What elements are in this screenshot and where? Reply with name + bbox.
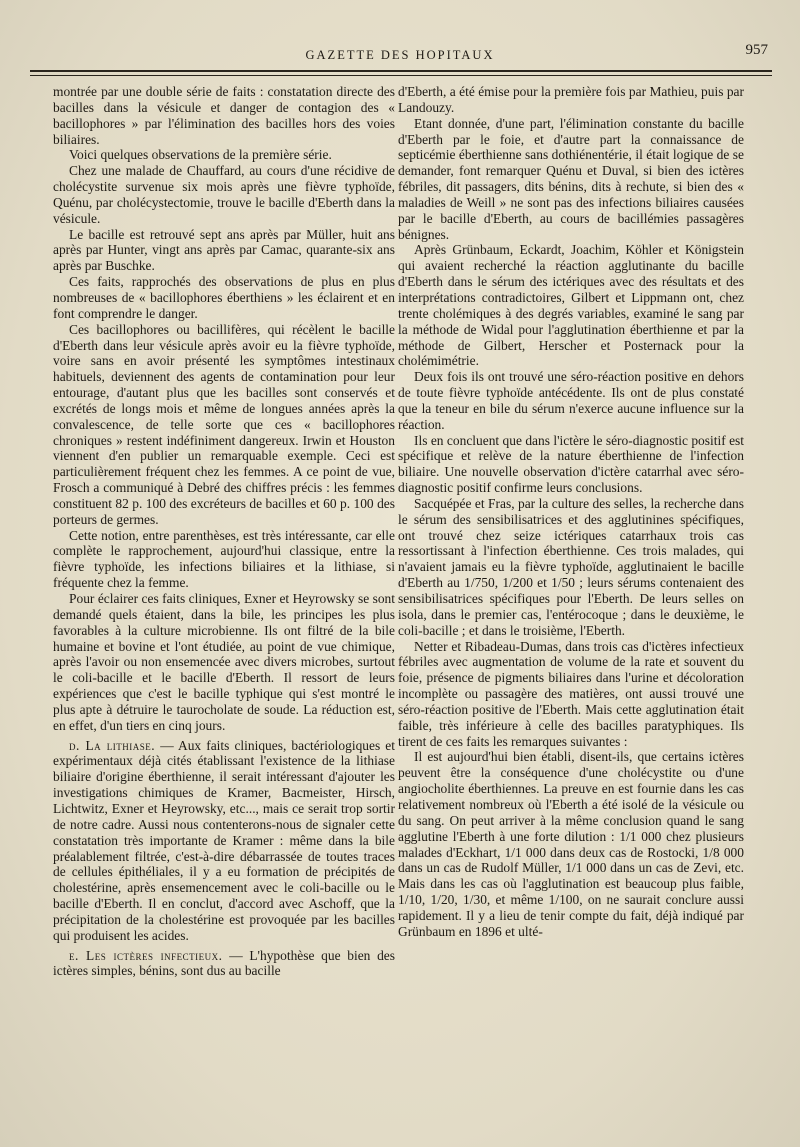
- paragraph: Netter et Ribadeau-Dumas, dans trois cas d'ictères infectieux fébriles avec augmentation de volume de la rate et souvent du foie, présence de pigments biliaires dans l'urine et décoloration incomplète ou passagère des matières, ont aussi trouvé une séro-réaction positive de l'Eberth. Mais cette agglutination était faible, très inférieure à celle des bacilles paratyphiques. Ils tirent de ces faits les remarques suivantes :: [398, 638, 744, 749]
- paragraph: Ces bacillophores ou bacillifères, qui récèlent le bacille d'Eberth dans leur vésicule après avoir eu la fièvre typhoïde, voire sans en avoir présenté les symptômes intestinaux habituels, deviennent des agents de contamination pour leur entourage, d'autant plus que les bacilles sont conservés et excrétés de longs mois et même de longues années après la convalescence, de telle sorte que ces « bacillophores chroniques » restent indéfiniment dangereux. Irwin et Houston viennent d'en publier un remarquable exemple. Ceci est particulièrement fréquent chez les femmes. A ce point de vue, Frosch a communiqué à Debré des chiffres précis : les femmes constituent 82 p. 100 des excréteurs de bacilles et 60 p. 100 des porteurs de germes.: [53, 321, 395, 527]
- section-d: [53, 738, 395, 944]
- paragraph: Il est aujourd'hui bien établi, disent-ils, que certains ictères peuvent être la conséquence d'une cholécystite ou d'une angiocholite éberthiennes. La preuve en est fournie dans les cas relativement nombreux où l'Eberth a été isolé de la vésicule ou du sang. On peut arriver à la même conclusion quand le sang agglutine l'Eberth à une forte dilution : 1/1 000 chez plusieurs malades d'Eckhart, 1/1 000 dans deux cas de Rostocki, 1/8 000 dans un cas de Rudolf Müller, 1/1 000 dans un cas de Zevi, etc. Mais dans les cas où l'agglutination est beaucoup plus faible, 1/10, 1/20, 1/30, et même 1/100, on ne saurait conclure aussi rapidement. Il y a lieu de tenir compte du fait, déjà indiqué par Grünbaum en 1896 et ulté-: [398, 749, 744, 939]
- paragraph: Le bacille est retrouvé sept ans après par Müller, huit ans après par Hunter, vingt ans après par Camac, quarante-six ans après par Buschke.: [53, 226, 395, 274]
- paragraph: montrée par une double série de faits : constatation directe des bacilles dans la vésicule et danger de contagion des « bacillophores » par l'élimination des bacilles hors des voies biliaires.: [53, 84, 395, 147]
- page-number: 957: [745, 42, 768, 58]
- section-d-text: — Aux faits cliniques, bactériologiques et expérimentaux déjà cités établissant l'existence de la lithiase biliaire d'origine éberthienne, il serait intéressant d'ajouter les investigations chimiques de Kramer, Bacmeister, Hirsch, Lichtwitz, Exner et Heyrowsky, etc..., mais ce serait trop sortir de notre cadre. Aussi nous contenterons-nous de signaler cette constatation très importante de Kramer : même dans la bile préalablement filtrée, c'est-à-dire débarrassée de toutes traces de cellules épithéliales, il y a eu formation de précipités de cholestérine, après ensemencement avec le coli-bacille ou le bacille d'Eberth. Il en conclut, d'accord avec Aschoff, que la précipitation de la cholestérine est provoquée par les bacilles qui produisent les acides.: [53, 737, 396, 943]
- paragraph: Chez une malade de Chauffard, au cours d'une récidive de cholécystite survenue six mois après une fièvre typhoïde, Quénu, par cholécystectomie, trouve le bacille d'Eberth dans la vésicule.: [53, 163, 395, 226]
- paragraph: Sacquépée et Fras, par la culture des selles, la recherche dans le sérum des sensibilisatrices et des agglutinines spécifiques, ont trouvé chez seize ictériques catarrhaux trois cas ressortissant à l'infection éberthienne. Ces trois malades, qui n'avaient jamais eu la fièvre typhoïde, agglutinaient le bacille d'Eberth au 1/750, 1/200 et 1/50 ; leurs sérums contenaient des sensibilisatrices spécifiques pour l'Eberth. De leurs selles on isola, dans le premier cas, l'entérocoque ; dans le deuxième, le coli-bacille ; et dans le troisième, l'Eberth.: [398, 495, 744, 638]
- paragraph: d'Eberth, a été émise pour la première fois par Mathieu, puis par Landouzy.: [398, 84, 744, 115]
- running-title: GAZETTE DES HOPITAUX: [305, 48, 495, 62]
- section-e-text: — L'hypothèse que bien des ictères simples, bénins, sont dus au bacille: [53, 947, 395, 979]
- page-header: [28, 42, 772, 68]
- paragraph: Voici quelques observations de la première série.: [69, 147, 332, 163]
- paragraph: Ils en concluent que dans l'ictère le séro-diagnostic positif est spécifique et relève de la nature éberthienne de l'infection biliaire. Une nouvelle observation d'ictère catarrhal avec séro-diagnostic positif confirme leurs conclusions.: [398, 432, 744, 496]
- left-column: [53, 84, 395, 979]
- paragraph: Deux fois ils ont trouvé une séro-réaction positive en dehors de toute fièvre typhoïde antécédente. Ils ont de plus constaté que la teneur en bile du sérum n'exerce aucune influence sur la réaction.: [398, 369, 744, 432]
- paragraph: Etant donnée, d'une part, l'élimination constante du bacille d'Eberth par le foie, et d'autre part la connaissance de septicémie éberthienne sans dothiénentérie, il était logique de se demander, font remarquer Quénu et Duval, si bien des ictères fébriles, dit passagers, dits bénins, dits à rechute, si bien des « maladies de Weill » ne sont pas des infections biliaires causées par le bacille d'Eberth, au cours de bacillémies passagères bénignes.: [398, 115, 744, 242]
- section-e-label: e. Les ictères infectieux.: [69, 947, 223, 963]
- section-d-label: d. La lithiase.: [69, 737, 156, 753]
- header-rule: [30, 70, 772, 76]
- right-column: [398, 84, 744, 940]
- paragraph: Ces faits, rapprochés des observations de plus en plus nombreuses de « bacillophores éberthiens » les éclairent et en font comprendre le danger.: [53, 274, 395, 321]
- paragraph: Cette notion, entre parenthèses, est très intéressante, car elle complète le rapprochement, aujourd'hui classique, entre la fièvre typhoïde, les infections biliaires et la lithiase, si fréquente chez la femme.: [53, 527, 395, 591]
- paragraph: Après Grünbaum, Eckardt, Joachim, Köhler et Königstein qui avaient recherché la réaction agglutinante du bacille d'Eberth dans le sérum des ictériques avec des résultats et des interprétations contradictoires, Gilbert et Lippmann ont, chez trente cholémiques à des degrés variables, examiné le sang par la méthode de Widal pour l'agglutination éberthienne et par la méthode de Gilbert, Herscher et Posternack pour la cholémimétrie.: [398, 242, 744, 369]
- section-e: [53, 948, 395, 980]
- paragraph: Pour éclairer ces faits cliniques, Exner et Heyrowsky se sont demandé quels étaient, dans la bile, les principes les plus favorables à la culture microbienne. Ils ont filtré de la bile humaine et bovine et l'ont étudiée, au point de vue chimique, après l'avoir ou non ensemencée avec divers microbes, surtout le coli-bacille et le bacille d'Eberth. Il ressort de leurs expériences que c'est le bacille typhique qui s'est montré le plus apte à détruire le taurocholate de soude. La réduction est, en effet, d'un tiers en cinq jours.: [53, 591, 395, 733]
